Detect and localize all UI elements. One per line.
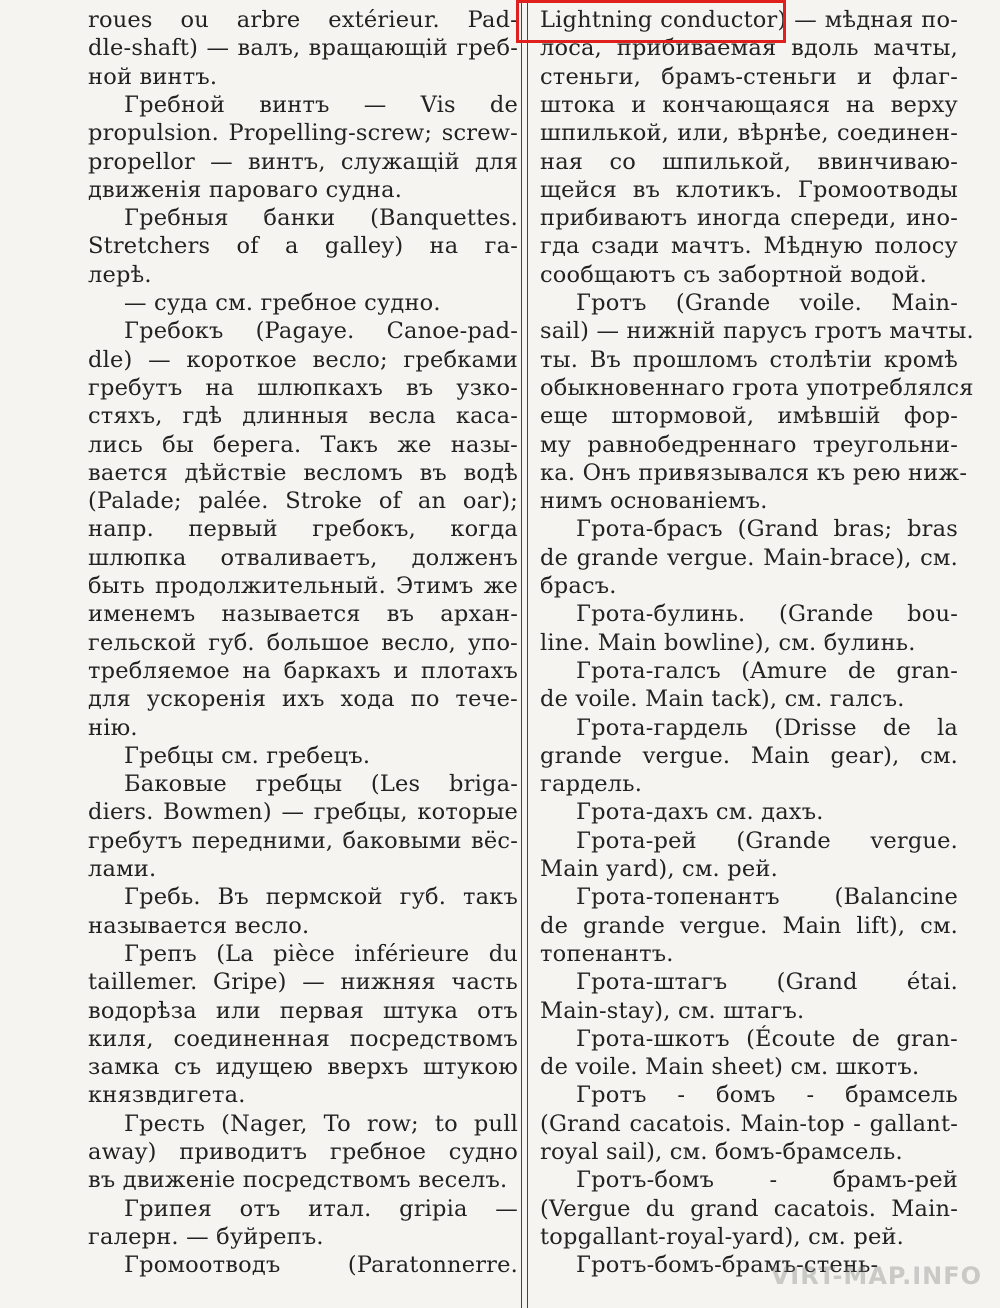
text-line: быть продолжительный. Этимъ же (88, 573, 518, 599)
text-line: лами. (88, 856, 157, 882)
watermark: VIRT-MAP.INFO (770, 1262, 982, 1290)
text-line: propulsion. Propelling-screw; screw- (88, 120, 518, 147)
text-line: ная со шпилькой, ввинчиваю- (540, 148, 958, 175)
text-line: лись бы берега. Такъ же назы- (88, 431, 518, 458)
text-line: de voile. Main tack), см. галсъ. (540, 686, 905, 713)
text-line: въ движеніе посредствомъ веселъ. (88, 1167, 508, 1194)
text-line: называется весло. (88, 912, 310, 939)
text-line: Грота-топенантъ (Balancine (576, 884, 958, 911)
text-line: Грота-шкотъ (Écoute de gran- (576, 1025, 958, 1052)
text-line: propellor — винтъ, служащій для (88, 148, 518, 175)
text-line: движенія пароваго судна. (88, 176, 403, 203)
text-line: Грота-рей (Grande vergue. (576, 827, 958, 854)
text-line: требляемое на баркахъ и плотахъ (88, 657, 518, 684)
column-divider (527, 0, 528, 1308)
text-line: sail) — нижній парусъ гротъ мачты. (540, 318, 974, 345)
text-line: (Palade; palée. Stroke of an oar); (88, 488, 518, 515)
text-line: топенантъ. (540, 940, 674, 967)
text-line: dle-shaft) — валъ, вращающій греб- (88, 35, 518, 62)
text-line: Main yard), см. рей. (540, 856, 778, 882)
text-line: de voile. Main sheet) см. шкотъ. (540, 1054, 920, 1081)
right-column (540, 0, 974, 1308)
text-line: (Grand cacatois. Main-top - gallant- (540, 1110, 958, 1137)
text-line: ты. Въ прошломъ столѣтіи кромѣ (540, 346, 958, 373)
text-line: киля, соединенная посредствомъ (88, 1025, 518, 1052)
text-line: стяхъ, гдѣ длинныя весла каса- (88, 403, 518, 430)
text-line: grande vergue. Main gear), см. (540, 742, 958, 769)
text-line: нимъ основаніемъ. (540, 488, 768, 515)
text-line: замка съ идущею вверхъ штукою (88, 1054, 518, 1081)
text-line: гардель. (540, 771, 643, 798)
text-line: Гротъ (Grande voile. Main- (576, 290, 958, 316)
text-line: Гротъ - бомъ - брамсель (576, 1082, 958, 1109)
text-line: вается дѣйствіе весломъ въ водѣ (88, 459, 518, 486)
text-line: de grande vergue. Main lift), см. (540, 912, 958, 939)
text-line: Громоотводъ (Paratonnerre. (124, 1252, 518, 1279)
text-line: topgallant-royal-yard), см. рей. (540, 1223, 905, 1250)
text-line: лерѣ. (88, 261, 152, 288)
text-line: Грота-гардель (Drisse de la (576, 714, 958, 741)
text-line: шпилькой, или, вѣрнѣе, соединен- (540, 120, 958, 147)
text-line: еще штормовой, имѣвшій фор- (540, 403, 958, 430)
text-line: гельской губ. большое весло, упо- (88, 629, 518, 656)
text-line: напр. первый гребокъ, когда (88, 516, 518, 543)
text-line: Гротъ-бомъ-брамъ-стень- (576, 1252, 879, 1279)
text-line: брасъ. (540, 573, 617, 599)
text-line: сообщаютъ съ забортной водой. (540, 261, 928, 288)
text-line: — суда см. гребное судно. (124, 290, 441, 316)
text-line: нію. (88, 714, 138, 741)
text-line: ной винтъ. (88, 63, 218, 90)
text-line: Грота-дахъ см. дахъ. (576, 799, 824, 826)
text-line: Грота-галсъ (Amure de gran- (576, 657, 958, 684)
text-line: прибиваютъ иногда спереди, ино- (540, 205, 958, 232)
highlight-box (516, 0, 786, 43)
text-line: diers. Bowmen) — гребцы, которые (88, 799, 518, 826)
text-line: для ускоренія ихъ хода по тече- (88, 686, 518, 713)
text-line: именемъ называется въ архан- (88, 601, 518, 628)
text-line: штока и кончающаяся на верху (540, 91, 958, 118)
text-line: Гребокъ (Pagaye. Canoe-pad- (124, 318, 518, 345)
text-line: taillemer. Gripe) — нижняя часть (88, 969, 518, 996)
text-line: шлюпка отваливаетъ, долженъ (88, 544, 518, 571)
column-divider (521, 0, 522, 1308)
text-line: de grande vergue. Main-brace), см. (540, 544, 958, 571)
text-line: roues ou arbre extérieur. Pad- (88, 7, 518, 33)
text-line: му равнобедреннаго треугольни- (540, 431, 958, 458)
text-line: away) приводитъ гребное судно (88, 1139, 518, 1165)
text-line: Гребной винтъ — Vis de (124, 91, 518, 118)
text-line: dle) — короткое весло; гребками (88, 346, 518, 373)
text-line: ка. Онъ привязывался къ рею ниж- (540, 459, 968, 486)
text-line: Гребцы см. гребецъ. (124, 742, 371, 769)
text-line: щейся въ клотикъ. Громоотводы (540, 176, 958, 203)
left-column (88, 0, 518, 1308)
text-line: водорѣза или первая штука отъ (88, 997, 518, 1024)
text-line: Гротъ-бомъ - брамъ-рей (576, 1167, 958, 1194)
text-line: royal sail), см. бомъ-брамсель. (540, 1139, 903, 1165)
text-line: Main-stay), см. штагъ. (540, 997, 805, 1024)
text-line: line. Main bowline), см. булинь. (540, 629, 916, 656)
text-line: Гребь. Въ пермской губ. такъ (124, 884, 518, 911)
text-line: Гресть (Nager, To row; to pull (124, 1110, 518, 1137)
text-line: Баковые гребцы (Les briga- (124, 771, 518, 798)
text-line: Грипея отъ итал. gripia — (124, 1195, 518, 1222)
text-line: гребутъ на шлюпкахъ въ узко- (88, 374, 518, 401)
text-line: Stretchers of a galley) на га- (88, 233, 518, 260)
text-line: Грепъ (La pièce inférieure du (124, 940, 518, 967)
text-line: Lightning conductor) — мѣдная по- (540, 7, 958, 33)
text-line: обыкновеннаго грота употреблялся (540, 374, 974, 401)
text-line: стеньги, брамъ-стеньги и флаг- (540, 63, 958, 90)
text-line: Грота-брасъ (Grand bras; bras (576, 516, 958, 543)
text-line: (Vergue du grand cacatois. Main- (540, 1195, 958, 1222)
text-line: галерн. — буйрепъ. (88, 1223, 324, 1250)
text-line: князвдигета. (88, 1082, 246, 1109)
text-line: Грота-булинь. (Grande bou- (576, 601, 958, 628)
text-line: Гребныя банки (Banquettes. (124, 205, 518, 232)
text-line: Грота-штагъ (Grand étai. (576, 969, 958, 996)
text-line: лоса, прибиваемая вдоль мачты, (540, 35, 958, 62)
text-line: гда сзади мачтъ. Мѣдную полосу (540, 233, 958, 260)
text-line: гребутъ передними, баковыми вёс- (88, 827, 518, 854)
